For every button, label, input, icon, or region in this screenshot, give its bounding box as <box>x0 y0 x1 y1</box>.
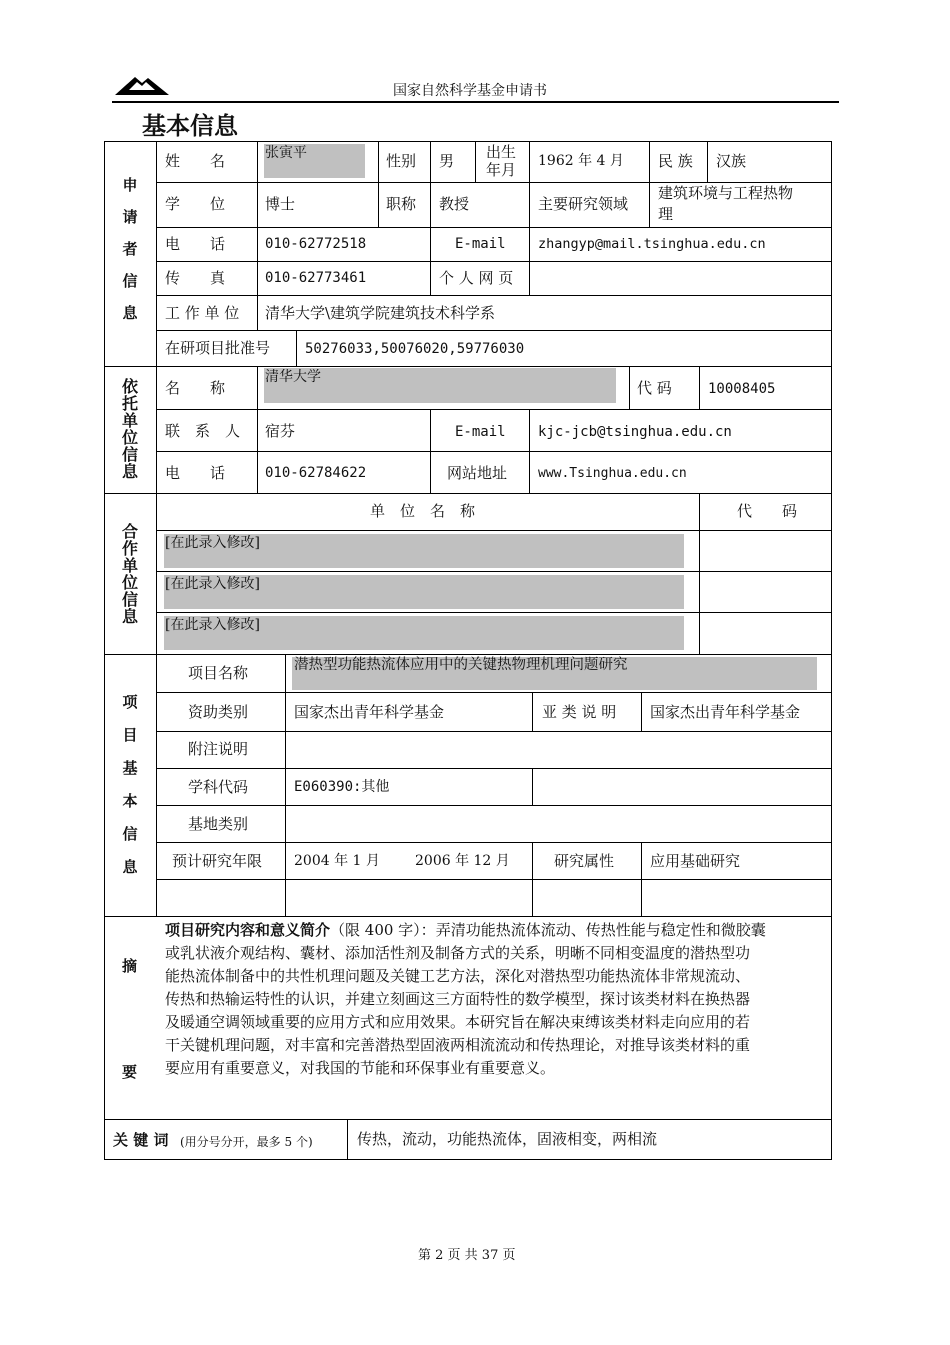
coop-row-2: [在此录入修改] <box>165 576 260 592</box>
host-phone-value: 010-62784622 <box>265 465 367 481</box>
field-value-1: 建筑环境与工程热物 <box>658 184 794 202</box>
host-code-value: 10008405 <box>708 381 776 397</box>
abstract-line-3: 能热流体制备中的共性机理问题及关键工艺方法，深化对潜热型功能热流体非常规流动、 <box>165 967 751 985</box>
header-title: 国家自然科学基金申请书 <box>393 83 547 99</box>
abstract-line-1: 弄清功能热流体流动、传热性能与稳定性和微胶囊 <box>435 921 766 939</box>
name-label: 姓 名 <box>165 152 226 170</box>
page-number: 第 2 页 共 37 页 <box>418 1248 516 1263</box>
coop-row-1: [在此录入修改] <box>165 535 260 551</box>
field-value-2: 理 <box>658 205 674 223</box>
birth-label-1: 出生 <box>486 143 517 161</box>
abstract-line-2: 或乳状液介观结构、囊材、添加活性剂及制备方式的关系，明晰不同相变温度的潜热型功 <box>165 944 751 962</box>
phone-label: 电 话 <box>165 235 226 253</box>
degree-value: 博士 <box>265 195 296 213</box>
projects-value: 50276033,50076020,59776030 <box>305 341 525 357</box>
coop-col-name: 单 位 名 称 <box>370 502 476 520</box>
name-value: 张寅平 <box>265 145 307 161</box>
host-name-label: 名 称 <box>165 379 226 397</box>
abstract-heading: 项目研究内容和意义简介 <box>165 921 331 939</box>
keywords-label: 关 键 词 <box>113 1131 169 1149</box>
project-section-label: 项 目 基 本 信 息 <box>122 693 138 876</box>
coop-row-3: [在此录入修改] <box>165 617 260 633</box>
subclass-value: 国家杰出青年科学基金 <box>650 703 801 721</box>
birth-value: 1962 年 4 月 <box>538 153 624 169</box>
coop-col-code: 代 码 <box>737 502 798 520</box>
period-start: 2004 年 1 月 <box>294 853 380 869</box>
fax-value: 010-62773461 <box>265 270 367 286</box>
header-rule <box>112 101 839 103</box>
abstract-line-7: 要应用有重要意义，对我国的节能和环保事业有重要意义。 <box>165 1059 556 1077</box>
note-label: 附注说明 <box>188 740 249 758</box>
discipline-value: E060390:其他 <box>294 779 390 795</box>
discipline-label: 学科代码 <box>188 778 249 796</box>
project-name-label: 项目名称 <box>188 664 249 682</box>
coop-section-label: 合 作 单 位 信 息 <box>121 522 138 626</box>
workplace-label: 工 作 单 位 <box>165 304 240 322</box>
email-value: zhangyp@mail.tsinghua.edu.cn <box>538 236 766 252</box>
abstract-line-6: 干关键机理问题，对丰富和完善潜热型固液两相流流动和传热理论，对推导该类材料的重 <box>165 1036 751 1054</box>
base-label: 基地类别 <box>188 815 249 833</box>
abstract-label-1: 摘 <box>122 957 138 975</box>
ethnic-value: 汉族 <box>716 152 747 170</box>
page-heading: 基本信息 <box>142 112 238 140</box>
host-contact-value: 宿芬 <box>265 422 296 440</box>
funding-value: 国家杰出青年科学基金 <box>294 703 445 721</box>
workplace-value: 清华大学\建筑学院建筑技术科学系 <box>265 304 496 322</box>
attr-value: 应用基础研究 <box>650 852 741 870</box>
mountain-logo-icon <box>115 72 169 96</box>
host-email-label: E-mail <box>455 424 506 440</box>
subclass-label: 亚 类 说 明 <box>542 703 617 721</box>
attr-label: 研究属性 <box>554 852 615 870</box>
keywords-value: 传热，流动，功能热流体，固液相变，两相流 <box>357 1130 658 1148</box>
abstract-limit: （限 400 字）： <box>330 921 436 939</box>
applicant-section-label: 申 请 者 信 息 <box>122 176 138 322</box>
degree-label: 学 位 <box>165 195 226 213</box>
project-name-value: 潜热型功能热流体应用中的关键热物理机理问题研究 <box>294 657 628 673</box>
period-end: 2006 年 12 月 <box>415 853 510 869</box>
host-email-value: kjc-jcb@tsinghua.edu.cn <box>538 424 732 440</box>
period-label: 预计研究年限 <box>172 852 263 870</box>
title-value: 教授 <box>439 195 470 213</box>
field-label: 主要研究领域 <box>538 195 629 213</box>
gender-label: 性别 <box>386 152 417 170</box>
host-contact-label: 联 系 人 <box>165 422 241 440</box>
host-phone-label: 电 话 <box>165 464 226 482</box>
phone-value: 010-62772518 <box>265 236 367 252</box>
birth-label-2: 年月 <box>486 161 517 179</box>
ethnic-label: 民 族 <box>658 152 693 170</box>
host-unit-section-label: 依 托 单 位 信 息 <box>121 377 138 481</box>
host-name-value: 清华大学 <box>265 369 321 385</box>
abstract-line-5: 及暖通空调领域重要的应用方式和应用效果。本研究旨在解决束缚该类材料走向应用的若 <box>165 1013 751 1031</box>
fax-label: 传 真 <box>165 269 226 287</box>
host-website-label: 网站地址 <box>447 464 508 482</box>
abstract-label-2: 要 <box>122 1063 138 1081</box>
abstract-line-4: 传热和热输运特性的认识，并建立刻画这三方面特性的数学模型，探讨该类材料在换热器 <box>165 990 751 1008</box>
funding-label: 资助类别 <box>188 703 249 721</box>
keywords-note: (用分号分开，最多 5 个) <box>180 1135 313 1149</box>
email-label: E-mail <box>455 236 506 252</box>
abstract-text <box>165 919 827 1080</box>
gender-value: 男 <box>439 152 455 170</box>
title-label: 职称 <box>386 195 417 213</box>
homepage-label: 个 人 网 页 <box>439 269 514 287</box>
projects-label: 在研项目批准号 <box>165 339 271 357</box>
host-website-value: www.Tsinghua.edu.cn <box>538 466 687 481</box>
host-code-label: 代 码 <box>637 379 672 397</box>
